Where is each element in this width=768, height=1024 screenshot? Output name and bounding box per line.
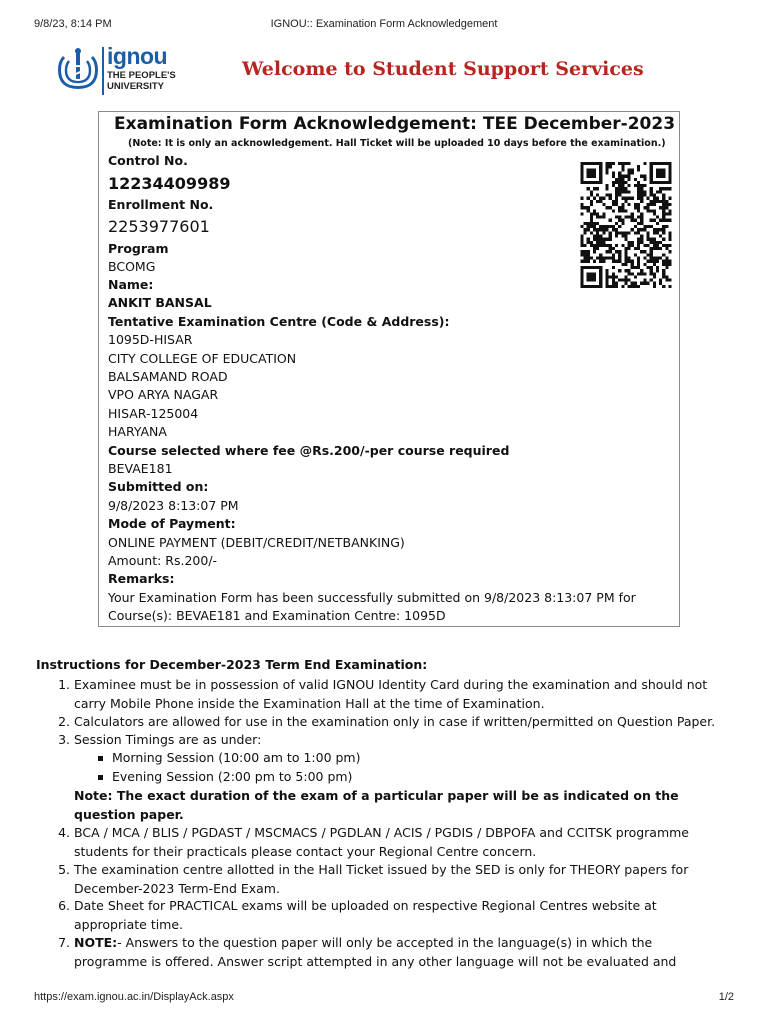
exam-centre-line: HARYANA — [108, 424, 167, 439]
instruction-line: students for their practicals please contact your Regional Centre concern. — [74, 843, 537, 859]
qr-code-icon — [580, 162, 672, 288]
session-note-line: Note: The exact duration of the exam of a particular paper will be as indicated on the — [74, 788, 679, 803]
instruction-line: appropriate time. — [74, 916, 184, 932]
instruction-line: Examinee must be in possession of valid IGNOU Identity Card during the examination and should not — [74, 677, 708, 692]
remarks-text: Course(s): BEVAE181 and Examination Centre: 1095D — [108, 608, 446, 623]
instruction-line: Date Sheet for PRACTICAL exams will be uploaded on respective Regional Centres website at — [74, 898, 657, 913]
instruction-item — [58, 676, 734, 713]
ack-title: Examination Form Acknowledgement: TEE December-2023 — [114, 114, 676, 134]
welcome-heading: Welcome to Student Support Services — [242, 58, 644, 80]
name-label: Name: — [108, 277, 154, 292]
amount-value: Amount: Rs.200/- — [108, 553, 218, 568]
payment-mode-label: Mode of Payment: — [108, 516, 236, 531]
remarks-text: Your Examination Form has been successfully submitted on 9/8/2023 8:13:07 PM for — [108, 590, 636, 605]
instruction-number: 5. — [58, 862, 70, 877]
instruction-number: 1. — [58, 677, 70, 692]
instruction-line — [74, 934, 734, 953]
print-datetime: 9/8/23, 8:14 PM — [34, 18, 112, 30]
session-note-line: question paper. — [74, 806, 184, 822]
ack-note: (Note: It is only an acknowledgement. Hall Ticket will be uploaded 10 days before the examination.) — [128, 138, 666, 149]
instruction-number: 6. — [58, 898, 70, 913]
program-label: Program — [108, 241, 169, 256]
instruction-item — [58, 934, 734, 971]
submitted-on-value: 9/8/2023 8:13:07 PM — [108, 498, 239, 513]
control-no-value: 12234409989 — [108, 174, 231, 193]
exam-centre-line: CITY COLLEGE OF EDUCATION — [108, 351, 297, 366]
course-fee-label: Course selected where fee @Rs.200/-per course required — [108, 443, 510, 458]
program-value: BCOMG — [108, 259, 156, 274]
submitted-on-label: Submitted on: — [108, 479, 209, 494]
note-prefix: NOTE: — [74, 935, 118, 950]
exam-centre-line: 1095D-HISAR — [108, 332, 193, 347]
instruction-line: Session Timings are as under: — [74, 732, 262, 747]
session-bullet: Evening Session (2:00 pm to 5:00 pm) — [112, 768, 352, 787]
control-no-label: Control No. — [108, 153, 188, 168]
instruction-number: 3. — [58, 732, 70, 747]
instruction-line: BCA / MCA / BLIS / PGDAST / MSCMACS / PGDLAN / ACIS / PGDIS / DBPOFA and CCITSK programme — [74, 825, 689, 840]
instruction-line: carry Mobile Phone inside the Examination Hall at the time of Examination. — [74, 695, 545, 711]
instruction-item — [58, 897, 734, 934]
logo-wordmark: ignou — [107, 43, 168, 69]
exam-centre-label: Tentative Examination Centre (Code & Address): — [108, 314, 450, 329]
instruction-item — [58, 731, 734, 750]
instruction-item — [58, 824, 734, 861]
exam-centre-line: HISAR-125004 — [108, 406, 199, 421]
print-header — [34, 18, 734, 32]
instruction-line-text: - Answers to the question paper will only be accepted in the language(s) in which the — [117, 935, 653, 950]
session-note — [74, 787, 734, 824]
instruction-item — [58, 861, 734, 898]
name-value: ANKIT BANSAL — [108, 295, 212, 310]
print-url: https://exam.ignou.ac.in/DisplayAck.aspx — [34, 991, 234, 1003]
print-page-number: 1/2 — [718, 991, 734, 1003]
instruction-number: 2. — [58, 714, 70, 729]
session-bullet: Morning Session (10:00 am to 1:00 pm) — [112, 749, 360, 768]
print-footer — [34, 991, 734, 1005]
ignou-emblem-icon — [56, 47, 100, 93]
instructions-title: Instructions for December-2023 Term End Examination: — [36, 657, 428, 672]
remarks-label: Remarks: — [108, 571, 175, 586]
enrollment-no-label: Enrollment No. — [108, 197, 214, 212]
course-value: BEVAE181 — [108, 461, 173, 476]
logo-tagline: THE PEOPLE'S UNIVERSITY — [107, 70, 176, 92]
exam-centre-line: VPO ARYA NAGAR — [108, 387, 219, 402]
instruction-number: 4. — [58, 825, 70, 840]
instruction-number: 7. — [58, 935, 70, 950]
instruction-line: The examination centre allotted in the Hall Ticket issued by the SED is only for THEORY papers for — [74, 862, 689, 877]
instruction-line: programme is offered. Answer script attempted in any other language will not be evaluated and — [74, 953, 677, 969]
print-page-title: IGNOU:: Examination Form Acknowledgement — [270, 18, 498, 30]
instruction-line: December-2023 Term-End Exam. — [74, 880, 280, 896]
payment-mode-value: ONLINE PAYMENT (DEBIT/CREDIT/NETBANKING) — [108, 535, 405, 550]
enrollment-no-value: 2253977601 — [108, 217, 210, 236]
instruction-line: Calculators are allowed for use in the examination only in case if written/permitted on Question Paper. — [74, 714, 716, 729]
instruction-item — [58, 713, 734, 732]
logo-divider — [102, 47, 104, 95]
ignou-logo — [56, 43, 176, 99]
exam-centre-line: BALSAMAND ROAD — [108, 369, 228, 384]
